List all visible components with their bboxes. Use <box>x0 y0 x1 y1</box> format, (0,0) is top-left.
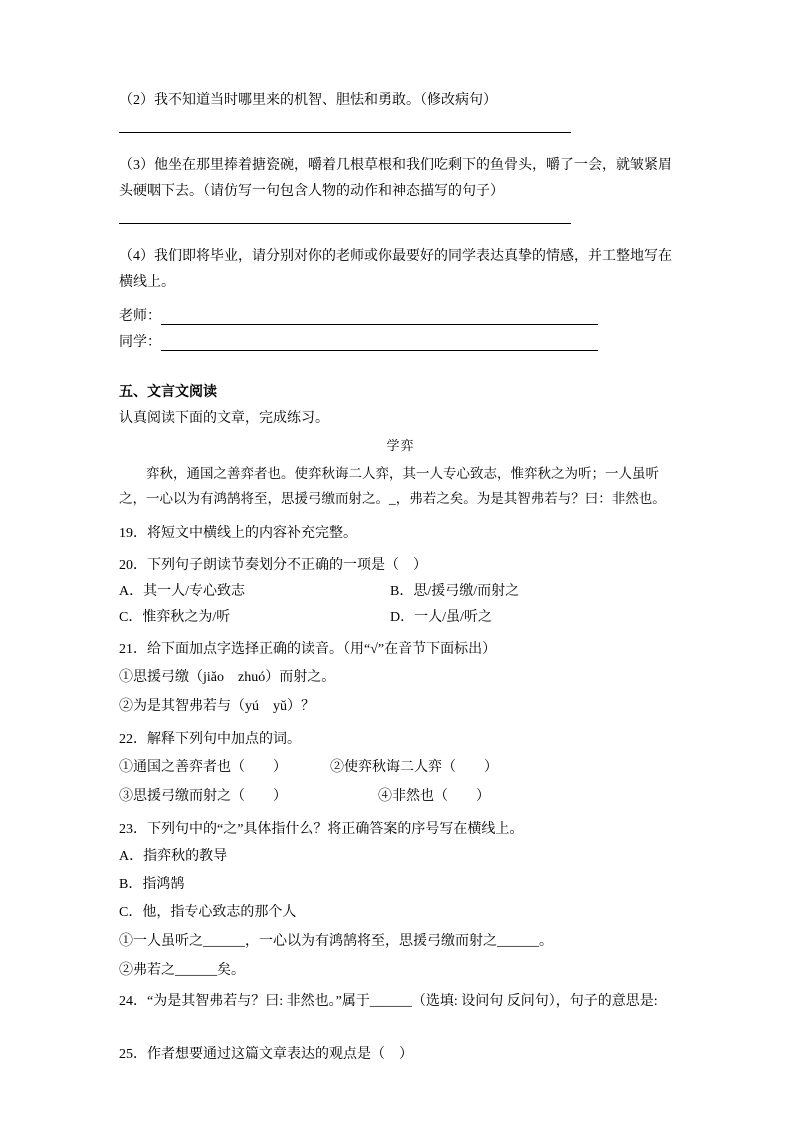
section-5-instruction: 认真阅读下面的文章，完成练习。 <box>119 411 329 426</box>
question-23-item-2: ②弗若之______矣。 <box>119 963 245 978</box>
classmate-answer-row <box>119 330 682 356</box>
question-2-text: （2）我不知道当时哪里来的机智、胆怯和勇敢。（修改病句） <box>119 93 497 108</box>
question-23-choice-c: C．他，指专心致志的那个人 <box>119 905 297 920</box>
option-c: C．惟弈秋之为/听 <box>119 610 231 625</box>
question-22-row-1 <box>119 753 682 782</box>
passage-title: 学弈 <box>386 438 415 453</box>
item-4: ④非然也（ ） <box>378 789 490 804</box>
question-3-text: （3）他坐在那里捧着搪瓷碗，嚼着几根草根和我们吃剩下的鱼骨头，嚼了一会，就皱紧眉头硬咽下去。（请仿写一句包含人物的动作和神态描写的句子） <box>119 158 672 199</box>
question-22-row-2 <box>119 782 682 811</box>
question-20-options-row-2 <box>119 605 682 631</box>
answer-blank-line-1 <box>119 132 571 133</box>
answer-blank-line-2 <box>119 223 571 224</box>
question-23-stem: 23．下列句中的“之”具体指什么？将正确答案的序号写在横线上。 <box>119 822 524 837</box>
question-21-item-2: ②为是其智弗若与（yú yǔ）？ <box>119 699 315 714</box>
option-d: D．一人/虽/听之 <box>390 610 492 625</box>
question-23-item-1: ①一人虽听之______，一心以为有鸿鹄将至，思援弓缴而射之______。 <box>119 934 553 949</box>
item-2: ②使弈秋诲二人弈（ ） <box>330 760 498 775</box>
question-24-stem: 24．“为是其智弗若与？曰: 非然也。”属于______（选填: 设问句 反问句），句子的意思是: <box>119 994 658 1009</box>
question-21-item-1: ①思援弓缴（jiǎo zhuó）而射之。 <box>119 670 336 685</box>
teacher-answer-row <box>119 304 682 330</box>
question-4-text: （4）我们即将毕业，请分别对你的老师或你最要好的同学表达真挚的情感，并工整地写在横线上。 <box>119 249 672 290</box>
classmate-label: 同学： <box>119 335 161 350</box>
item-1: ①通国之善弈者也（ ） <box>119 760 287 775</box>
item-3: ③思援弓缴而射之（ ） <box>119 789 287 804</box>
question-19-stem: 19．将短文中横线上的内容补充完整。 <box>119 526 357 541</box>
question-25-stem: 25．作者想要通过这篇文章表达的观点是（ ） <box>119 1047 413 1062</box>
section-5-title: 五、文言文阅读 <box>119 385 217 400</box>
teacher-label: 老师： <box>119 309 161 324</box>
option-a: A．其一人/专心致志 <box>119 584 245 599</box>
classmate-answer-blank <box>161 350 598 351</box>
question-23-choice-a: A．指弈秋的教导 <box>119 849 228 864</box>
question-21-stem: 21．给下面加点字选择正确的读音。（用“√”在音节下面标出） <box>119 642 497 657</box>
teacher-answer-blank <box>161 324 598 325</box>
option-b: B．思/援弓缴/而射之 <box>390 584 520 599</box>
question-20-stem: 20．下列句子朗读节奏划分不正确的一项是（ ） <box>119 558 427 573</box>
question-22-stem: 22．解释下列句中加点的词。 <box>119 732 301 747</box>
question-20-options-row-1 <box>119 579 682 605</box>
question-23-choice-b: B．指鸿鹄 <box>119 877 185 892</box>
passage-text: 弈秋，通国之善弈者也。使弈秋诲二人弈，其一人专心致志，惟弈秋之为听；一人虽听之，一心以为有鸿鹄将至，思援弓缴而射之。_，弗若之矣。为是其智弗若与？曰：非然也。 <box>119 466 666 506</box>
